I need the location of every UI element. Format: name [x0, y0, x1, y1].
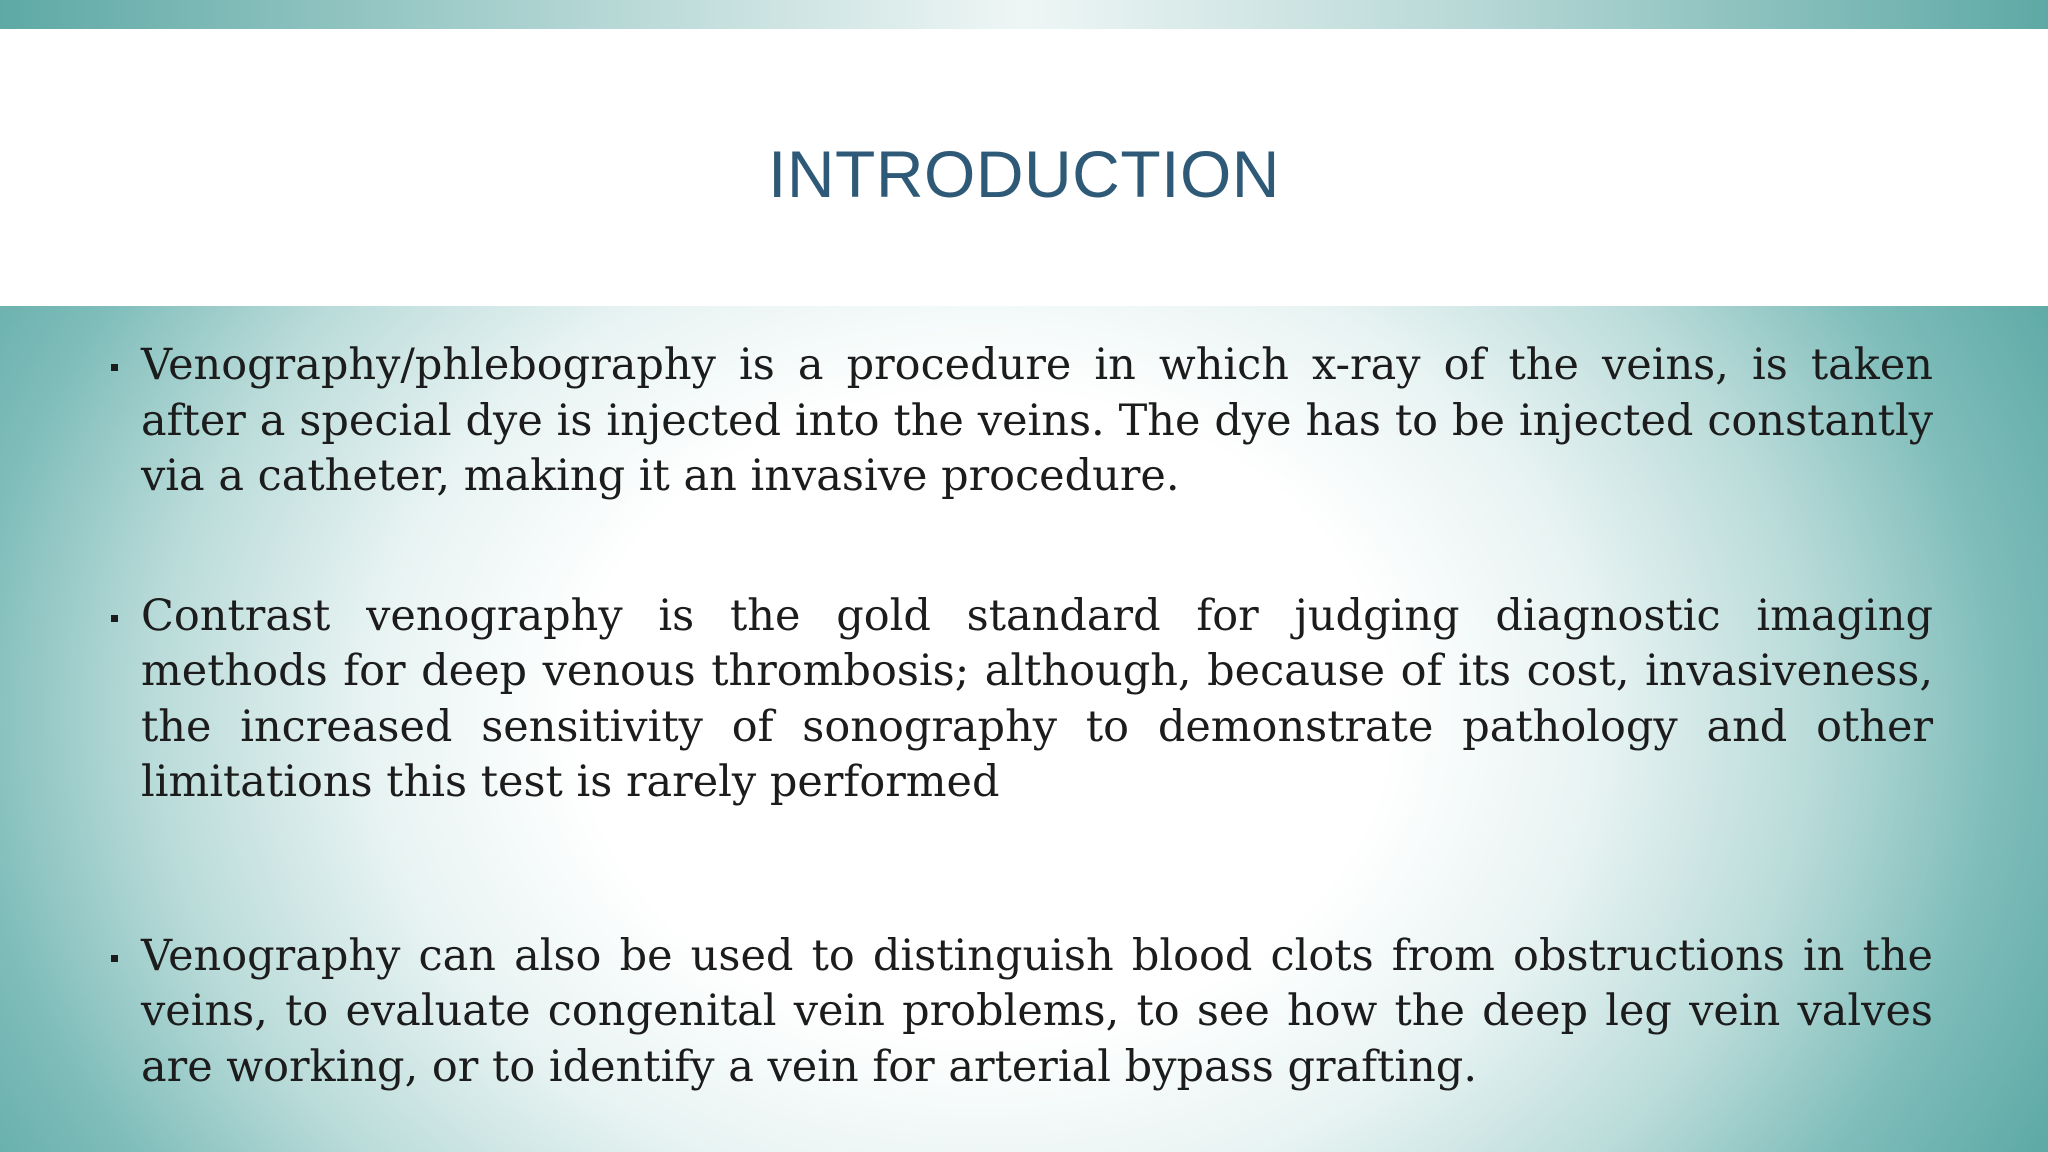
- bullet-list: [108, 338, 1933, 1095]
- bullet-square-icon: [111, 955, 118, 962]
- top-accent-bar: [0, 0, 2048, 29]
- bullet-square-icon: [111, 364, 118, 371]
- bullet-text: Venography/phlebography is a procedure in which x-ray of the veins, is taken after a special dye is injected into the veins. The dye has to be injected constantly via a catheter, making it an invasive procedure.: [141, 340, 1933, 501]
- bullet-item: [108, 589, 1933, 811]
- bullet-text: Contrast venography is the gold standard for judging diagnostic imaging methods for deep venous thrombosis; although, because of its cost, invasiveness, the increased sensitivity of sonography to demonstrate pathology and other limitations this test is rarely performed: [141, 590, 1933, 807]
- slide-title: INTRODUCTION: [768, 137, 1280, 211]
- bullet-item: [108, 929, 1933, 1096]
- bullet-square-icon: [111, 615, 118, 622]
- bullet-item: [108, 338, 1933, 505]
- bullet-text: Venography can also be used to distinguish blood clots from obstructions in the veins, to evaluate congenital vein problems, to see how the deep leg vein valves are working, or to identify a vein for arterial bypass grafting.: [141, 930, 1933, 1092]
